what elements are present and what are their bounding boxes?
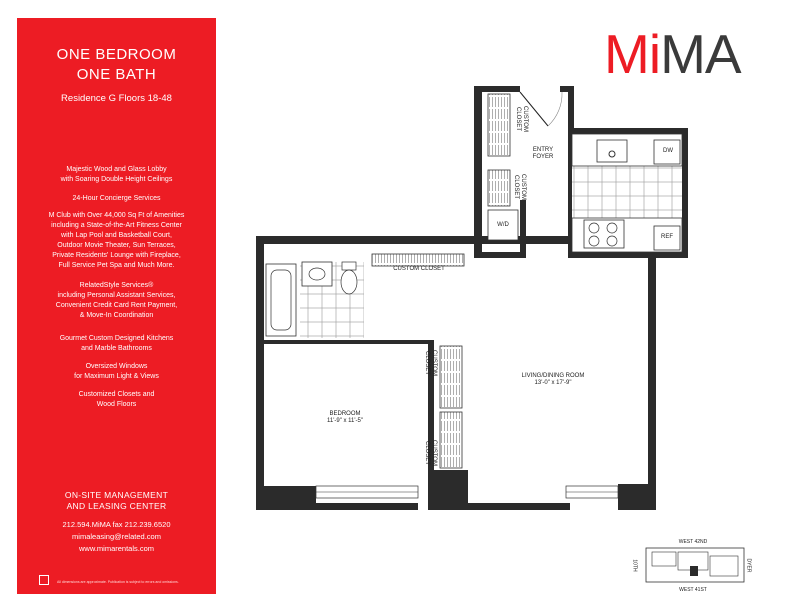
closet-rod-upper	[440, 346, 462, 408]
feature-line: Customized Closets and	[78, 391, 155, 398]
label-line: CUSTOM	[521, 106, 528, 132]
label-line: FOYER	[532, 154, 554, 160]
keyplan-unit-marker	[690, 566, 698, 576]
feature-line: Full Service Pet Spa and Much More.	[58, 262, 175, 269]
label-entry-foyer	[526, 147, 560, 161]
label-line: CLOSET	[514, 106, 521, 132]
label-line: 13'-0" x 17'-9"	[534, 380, 572, 386]
bath-sink	[309, 268, 325, 280]
feature-line: and Marble Bathrooms	[81, 345, 152, 352]
disclaimer: All dimensions are approximate. Publication is subject to errors and omissions.	[57, 580, 179, 584]
label-line: CUSTOM	[430, 440, 437, 466]
feature-line: Convenient Credit Card Rent Payment,	[55, 302, 178, 309]
feature-line: with Lap Pool and Basketball Court,	[61, 232, 172, 239]
label-custom-closet-hall: CUSTOM CLOSET	[393, 266, 445, 272]
feature-line: M Club with Over 44,000 Sq Ft of Amenities	[48, 212, 185, 219]
label-closet-upper	[423, 350, 437, 376]
keyplan-south-label: WEST 41ST	[679, 587, 707, 593]
feature-line: Private Residents' Lounge with Fireplace,	[52, 252, 181, 259]
residence-subtitle: Residence G Floors 18-48	[61, 93, 172, 104]
label-line: CLOSET	[423, 350, 430, 376]
keyplan-east-label: DYER	[745, 558, 752, 573]
unit-type-title: ONE BEDROOM	[56, 46, 177, 63]
label-closet-lower	[423, 440, 437, 466]
label-wd: W/D	[497, 222, 509, 228]
closet-rod-mid	[488, 170, 510, 206]
keyplan-west-label: 10TH	[631, 559, 638, 572]
label-line: BEDROOM	[329, 411, 361, 417]
feature-line: including a State-of-the-Art Fitness Center	[51, 222, 182, 229]
feature-line: with Soaring Double Height Ceilings	[60, 176, 173, 183]
logo-m: M	[604, 23, 649, 85]
feature-line: Gourmet Custom Designed Kitchens	[59, 335, 174, 342]
kitchen-tile-floor	[572, 166, 682, 220]
keyplan	[646, 548, 744, 582]
label-bedroom	[310, 411, 380, 425]
label-line: 11'-9" x 11'-5"	[326, 418, 363, 424]
label-ref: REF	[661, 234, 673, 240]
toilet	[341, 270, 357, 294]
label-line: LIVING/DINING ROOM	[521, 373, 585, 379]
keyplan-north-label: WEST 42ND	[678, 539, 708, 545]
phone-fax: 212.594.MiMA fax 212.239.6520	[62, 520, 171, 529]
contact-heading-line: AND LEASING CENTER	[66, 501, 167, 511]
label-living-room	[508, 373, 598, 387]
website-link[interactable]: www.mimarentals.com	[78, 544, 154, 553]
closet-rod-lower	[440, 412, 462, 468]
label-line: CUSTOM	[519, 174, 526, 200]
keyplan-outline	[646, 548, 744, 582]
label-line: ENTRY	[532, 147, 554, 153]
feature-line: 24-Hour Concierge Services	[72, 195, 161, 202]
toilet-tank	[342, 262, 356, 270]
logo-ma: MA	[660, 23, 741, 85]
label-custom-closet-top	[514, 106, 528, 132]
label-line: CUSTOM	[430, 350, 437, 376]
feature-line: including Personal Assistant Services,	[57, 292, 176, 299]
label-custom-closet-mid	[512, 174, 526, 200]
label-line: CLOSET	[423, 440, 430, 466]
contact-heading-line: ON-SITE MANAGEMENT	[64, 490, 169, 500]
feature-line: for Maximum Light & Views	[74, 373, 159, 380]
tub-basin	[271, 270, 291, 330]
feature-line: RelatedStyle Services®	[79, 282, 154, 289]
feature-line: Outdoor Movie Theater, Sun Terraces,	[57, 242, 176, 249]
feature-line: Majestic Wood and Glass Lobby	[66, 166, 167, 173]
door-swing	[548, 92, 562, 126]
feature-line: Wood Floors	[96, 401, 137, 408]
email-link[interactable]: mimaleasing@related.com	[72, 532, 161, 541]
label-dw: DW	[663, 148, 673, 154]
feature-line: Oversized Windows	[85, 363, 148, 370]
label-line: CLOSET	[512, 174, 519, 200]
closet-rod-hall	[372, 254, 464, 266]
feature-line: & Move-In Coordination	[79, 312, 154, 319]
logo-i: i	[648, 23, 661, 85]
unit-bath-title: ONE BATH	[76, 66, 157, 83]
closet-rod-top	[488, 94, 510, 156]
